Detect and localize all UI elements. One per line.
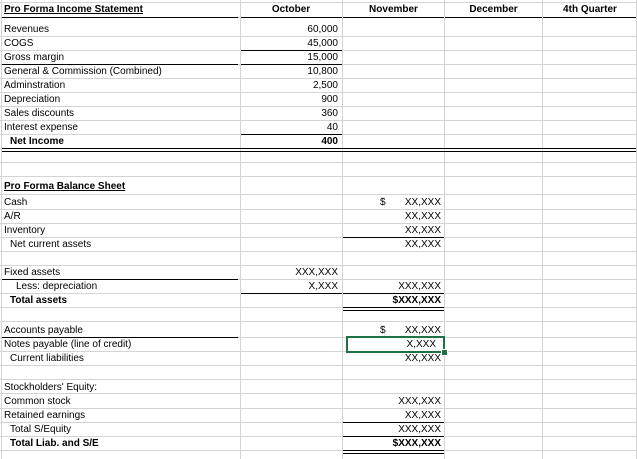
income-value-october[interactable]: 2,500 [312, 80, 338, 91]
less-depreciation-value-october[interactable]: X,XXX [308, 281, 338, 292]
border-line [343, 422, 444, 423]
common-stock-value-november[interactable]: XXX,XXX [398, 396, 441, 407]
total-assets-label[interactable]: Total assets [10, 295, 68, 306]
balance-row-less-depreciation [0, 280, 637, 294]
income-label[interactable]: Interest expense [4, 122, 78, 133]
balance-row-notes-payable [0, 338, 637, 352]
income-label[interactable]: Sales discounts [4, 108, 75, 119]
income-statement-title[interactable]: Pro Forma Income Statement [4, 4, 143, 15]
retained-earnings-label[interactable]: Retained earnings [4, 410, 86, 421]
income-row [0, 121, 637, 135]
border-line [241, 17, 342, 18]
net-income-value-october[interactable]: 400 [321, 136, 338, 147]
ar-label[interactable]: A/R [4, 211, 21, 222]
income-label[interactable]: Revenues [4, 24, 50, 35]
currency-symbol: $ [380, 325, 386, 336]
column-header-december[interactable]: December [469, 4, 518, 15]
income-row [0, 107, 637, 121]
net-current-assets-value-november[interactable]: XX,XXX [404, 239, 441, 250]
income-row [0, 51, 637, 65]
income-label[interactable]: Depreciation [4, 94, 61, 105]
balance-row-fixed-assets [0, 266, 637, 280]
balance-row-total-s-equity [0, 423, 637, 437]
balance-row-net-current-assets [0, 238, 637, 252]
total-s-equity-value-november[interactable]: XXX,XXX [398, 424, 441, 435]
income-row [0, 79, 637, 93]
border-line [241, 293, 342, 294]
income-value-october[interactable]: 40 [326, 122, 338, 133]
retained-earnings-value-november[interactable]: XX,XXX [404, 410, 441, 421]
border-line [343, 436, 444, 437]
income-row [0, 93, 637, 107]
income-label[interactable]: COGS [4, 38, 34, 49]
notes-payable-label[interactable]: Notes payable (line of credit) [4, 339, 132, 350]
total-liab-se-value-november[interactable]: $XXX,XXX [392, 438, 441, 449]
income-row [0, 37, 637, 51]
income-value-october[interactable]: 10,800 [307, 66, 338, 77]
total-s-equity-label[interactable]: Total S/Equity [10, 424, 72, 435]
border-line [445, 17, 542, 18]
income-row [0, 23, 637, 37]
cash-label[interactable]: Cash [4, 197, 28, 208]
column-header-4th-quarter[interactable]: 4th Quarter [563, 4, 617, 15]
income-value-october[interactable]: 45,000 [307, 38, 338, 49]
balance-row-accounts-payable [0, 324, 637, 338]
less-depreciation-value-november[interactable]: XXX,XXX [398, 281, 441, 292]
inventory-label[interactable]: Inventory [4, 225, 46, 236]
stockholders-equity-label[interactable]: Stockholders' Equity: [4, 382, 98, 393]
balance-row-common-stock [0, 395, 637, 409]
balance-row-total-liab-se [0, 437, 637, 451]
balance-row-cash [0, 196, 637, 210]
income-label[interactable]: Gross margin [4, 52, 65, 63]
double-underline [343, 450, 444, 454]
column-header-october[interactable]: October [271, 4, 311, 15]
balance-sheet-title[interactable]: Pro Forma Balance Sheet [4, 181, 126, 192]
grid-line [0, 379, 637, 380]
double-underline [2, 148, 636, 152]
border-line [241, 50, 342, 51]
border-line [343, 237, 444, 238]
less-depreciation-label[interactable]: Less: depreciation [16, 281, 98, 292]
current-liabilities-label[interactable]: Current liabilities [10, 353, 84, 364]
selected-cell-outline[interactable] [346, 336, 445, 353]
inventory-value-november[interactable]: XX,XXX [404, 225, 441, 236]
double-underline [343, 307, 444, 311]
income-value-october[interactable]: 900 [321, 94, 338, 105]
total-assets-value-november[interactable]: $XXX,XXX [392, 295, 441, 306]
grid-line [0, 321, 637, 322]
fill-handle[interactable] [441, 349, 448, 356]
income-value-october[interactable]: 360 [321, 108, 338, 119]
income-value-october[interactable]: 60,000 [307, 24, 338, 35]
border-line [241, 134, 342, 135]
net-income-row [0, 135, 637, 149]
income-label[interactable]: General & Commission (Combined) [4, 66, 162, 77]
border-line [241, 64, 342, 65]
total-liab-se-label[interactable]: Total Liab. and S/E [10, 438, 99, 449]
balance-row-inventory [0, 224, 637, 238]
fixed-assets-value-october[interactable]: XXX,XXX [295, 267, 338, 278]
ar-value-november[interactable]: XX,XXX [404, 211, 441, 222]
notes-payable-value-november[interactable]: X,XXX [406, 339, 436, 350]
accounts-payable-label[interactable]: Accounts payable [4, 325, 83, 336]
balance-row-current-liabilities [0, 352, 637, 366]
balance-row-ar [0, 210, 637, 224]
border-line [2, 279, 238, 280]
grid-line [0, 176, 637, 177]
income-label[interactable]: Adminstration [4, 80, 66, 91]
balance-title-row [0, 180, 637, 194]
border-line [2, 337, 238, 338]
accounts-payable-value-november[interactable]: XX,XXX [404, 325, 441, 336]
balance-row-stockholders-equity [0, 381, 637, 395]
currency-symbol: $ [380, 197, 386, 208]
fixed-assets-label[interactable]: Fixed assets [4, 267, 61, 278]
current-liabilities-value-november[interactable]: XX,XXX [404, 353, 441, 364]
net-income-label[interactable]: Net Income [10, 136, 64, 147]
border-line [543, 17, 636, 18]
border-line [343, 17, 444, 18]
border-line [2, 64, 238, 65]
common-stock-label[interactable]: Common stock [4, 396, 71, 407]
column-header-november[interactable]: November [369, 4, 418, 15]
grid-line [0, 162, 637, 163]
net-current-assets-label[interactable]: Net current assets [10, 239, 92, 250]
header-row [0, 3, 637, 17]
income-value-october[interactable]: 15,000 [307, 52, 338, 63]
border-line [2, 17, 238, 18]
border-line [343, 293, 444, 294]
balance-row-total-assets [0, 294, 637, 308]
income-row [0, 65, 637, 79]
cash-value-november[interactable]: XX,XXX [404, 197, 441, 208]
grid-line [0, 194, 637, 195]
balance-row-retained-earnings [0, 409, 637, 423]
